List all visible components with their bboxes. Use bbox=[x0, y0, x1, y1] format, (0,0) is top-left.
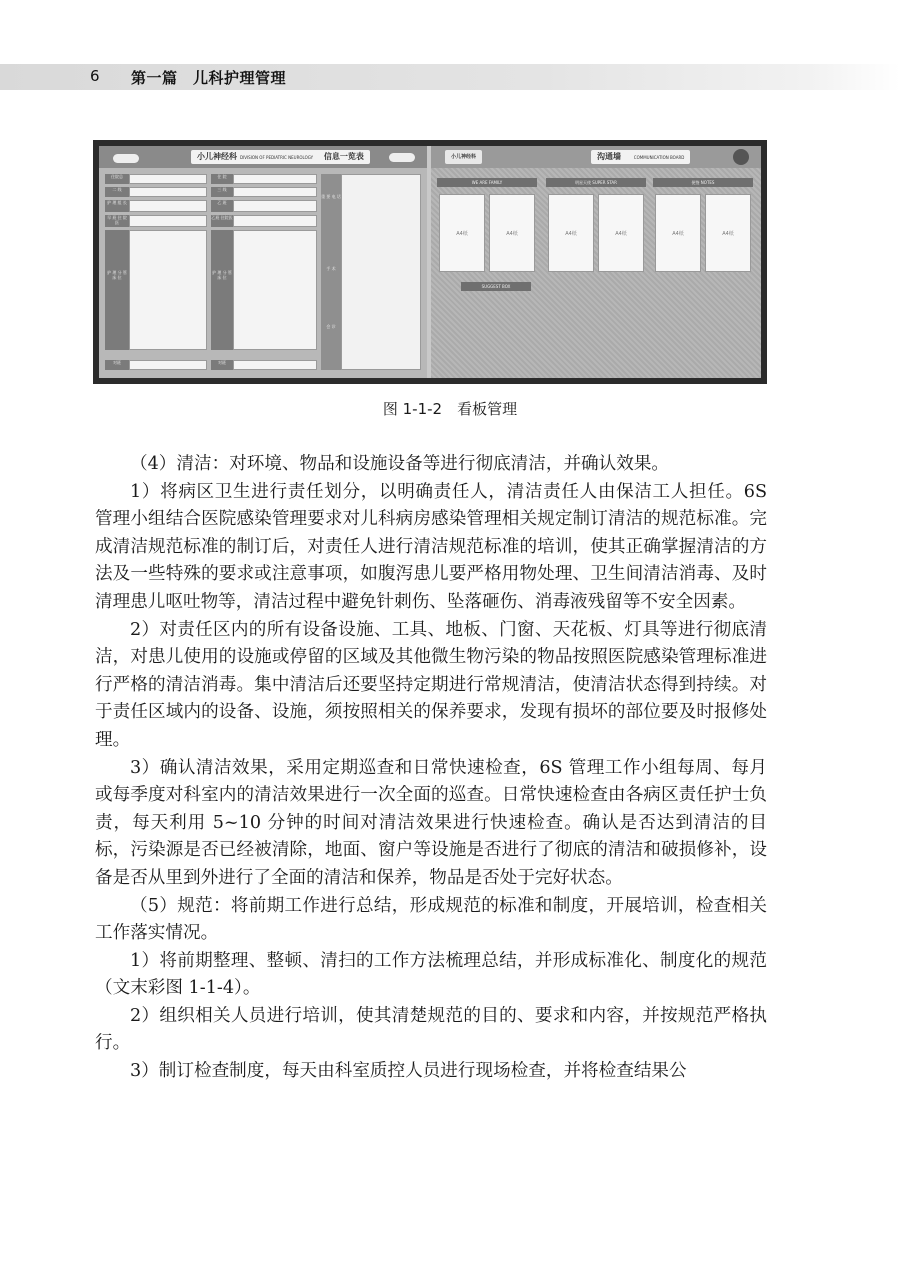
col2-label: 乙 班 bbox=[211, 200, 233, 212]
col1-cell bbox=[129, 215, 207, 227]
col2-footer-cell bbox=[233, 360, 317, 370]
communication-board-banner bbox=[431, 146, 761, 168]
info-board-title-text: 小儿神经科 bbox=[197, 152, 237, 161]
section-heading: 便签 NOTES bbox=[653, 178, 753, 187]
paragraph: 1）将病区卫生进行责任划分，以明确责任人，清洁责任人由保洁工人担任。6S 管理小组结合医院感染管理要求对儿科病房感染管理相关规定制订清洁的规范标准。完成清洁规范标准的制订后，对责任人进行清洁规范标准的培训，使其正确掌握清洁的方法及一些特殊的要求或注意事项，如腹泻患儿要严格用物处理、卫生间清洁消毒、及时清理患儿呕吐物等，清洁过程中避免针刺伤、坠落砸伤、消毒液残留等不安全因素。 bbox=[95, 481, 767, 612]
col1-label: 住院总 bbox=[105, 174, 129, 184]
figure-inner bbox=[99, 146, 761, 378]
col3-cell bbox=[341, 174, 421, 370]
col3-strip bbox=[321, 174, 341, 370]
col1-cell bbox=[129, 174, 207, 184]
a4-slot: A4纸 bbox=[655, 194, 701, 272]
paragraph: 3）确认清洁效果，采用定期巡查和日常快速检查，6S 管理工作小组每周、每月或每季度对科室内的清洁效果进行一次全面的巡查。日常快速检查由各病区责任护士负责，每天利用 5~10 分钟的时间对清洁效果进行快速检查。确认是否达到清洁的目标，污染源是否已经被清除，地面、窗户等设施是否进行了彻底的清洁和破损修补，设备是否从里到外进行了全面的清洁和保养，物品是否处于完好状态。 bbox=[95, 757, 767, 888]
info-board-title bbox=[191, 150, 370, 164]
info-board-subtitle: 信息一览表 bbox=[323, 152, 364, 161]
communication-board-title-en: COMMUNICATION BOARD bbox=[633, 155, 685, 160]
col3-label: 重 要 电 话 bbox=[321, 194, 341, 199]
a4-slot: A4纸 bbox=[598, 194, 644, 272]
paragraph: （5）规范：将前期工作进行总结，形成规范的标准和制度，开展培训，检查相关工作落实情况。 bbox=[95, 895, 767, 944]
section-heading: 明星天使 SUPER STAR bbox=[546, 178, 646, 187]
cloud-icon bbox=[113, 154, 139, 163]
col1-cell bbox=[129, 200, 207, 212]
col2-cell bbox=[233, 174, 317, 184]
a4-slot: A4纸 bbox=[548, 194, 594, 272]
col3-label: 手 术 bbox=[326, 266, 336, 271]
col2-big-cell bbox=[233, 230, 317, 350]
col1-label: 护 理 组 长 bbox=[105, 200, 129, 212]
info-board-banner bbox=[99, 146, 427, 168]
communication-board-title bbox=[591, 150, 690, 164]
col2-label: 住 院 bbox=[211, 174, 233, 184]
col1-cell bbox=[129, 187, 207, 197]
communication-board bbox=[431, 146, 761, 378]
paragraph: 2）组织相关人员进行培训，使其清楚规范的目的、要求和内容，并按规范严格执行。 bbox=[95, 1005, 767, 1054]
paragraph: 3）制订检查制度，每天由科室质控人员进行现场检查，并将检查结果公 bbox=[130, 1061, 687, 1082]
col1-label: 二 线 bbox=[105, 187, 129, 197]
col3-label: 会 诊 bbox=[326, 324, 336, 329]
paragraph: 2）对责任区内的所有设备设施、工具、地板、门窗、天花板、灯具等进行彻底清洁，对患儿使用的设施或停留的区域及其他微生物污染的物品按照医院感染管理标准进行严格的清洁消毒。集中清洁后还要坚持定期进行常规清洁，使清洁状态得到持续。对于责任区域内的设备、设施，须按照相关的保养要求，发现有损坏的部位要及时报修处理。 bbox=[95, 619, 767, 750]
figure-caption: 图 1-1-2 看板管理 bbox=[382, 400, 518, 418]
suggest-box-heading: SUGGEST BOX bbox=[461, 282, 531, 291]
body-text bbox=[95, 451, 767, 1086]
col1-footer: 对班 bbox=[105, 360, 129, 370]
col1-label: 早 班 住 院 医 bbox=[105, 215, 129, 227]
col2-big-label: 护 理 分 管 床 位 bbox=[211, 230, 233, 350]
col1-big-label: 护 理 分 管 床 位 bbox=[105, 230, 129, 350]
a4-slot: A4纸 bbox=[705, 194, 751, 272]
col2-footer: 对班 bbox=[211, 360, 233, 370]
board-logo: 小儿神经科 bbox=[445, 150, 482, 164]
communication-board-title-text: 沟通墙 bbox=[597, 152, 621, 161]
paragraph: 1）将前期整理、整顿、清扫的工作方法梳理总结，并形成标准化、制度化的规范（文末彩图 1-1-4）。 bbox=[95, 950, 767, 999]
chapter-title: 第一篇 儿科护理管理 bbox=[131, 69, 287, 87]
cloud-icon bbox=[389, 153, 415, 162]
paragraph: （4）清洁：对环境、物品和设施设备等进行彻底清洁，并确认效果。 bbox=[130, 454, 670, 474]
family-icon bbox=[733, 149, 749, 165]
col2-label: 三 线 bbox=[211, 187, 233, 197]
col1-big-cell bbox=[129, 230, 207, 350]
a4-slot: A4纸 bbox=[489, 194, 535, 272]
info-board bbox=[99, 146, 427, 378]
running-head bbox=[0, 64, 900, 90]
col2-cell bbox=[233, 187, 317, 197]
figure-board-photo bbox=[93, 140, 767, 384]
a4-slot: A4纸 bbox=[439, 194, 485, 272]
col2-cell bbox=[233, 200, 317, 212]
page-number: 6 bbox=[90, 67, 100, 85]
col2-cell bbox=[233, 215, 317, 227]
col1-footer-cell bbox=[129, 360, 207, 370]
section-heading: WE ARE FAMILY bbox=[437, 178, 537, 187]
col2-label: 乙班 住院医 bbox=[211, 215, 233, 227]
info-board-title-en: DIVISION OF PEDIATRIC NEUROLOGY bbox=[240, 155, 314, 160]
